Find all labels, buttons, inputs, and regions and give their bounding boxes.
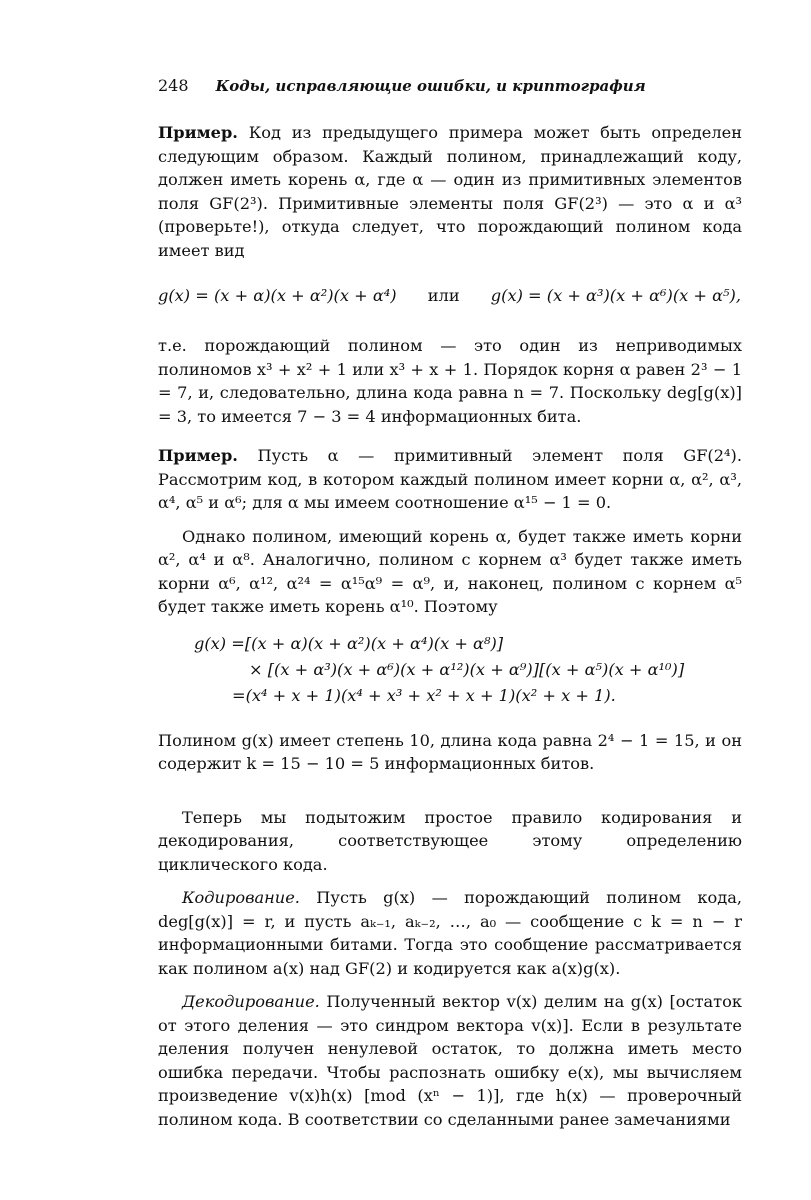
- encoding-text: Пусть g(x) — порождающий полином кода, deg[g(x)] = r, и пусть aₖ₋₁, aₖ₋₂, …, a₀ — сообщение с k = n − r информационными битами. Тогда это сообщение рассматривается как полином a(x) над GF(2) и кодируется как a(x)g(x).: [158, 888, 742, 978]
- generator-polynomial-formula: [158, 284, 742, 308]
- example-label: Пример.: [158, 123, 238, 142]
- example-label: Пример.: [158, 446, 238, 465]
- example-text: Пусть α — примитивный элемент поля GF(2⁴). Рассмотрим код, в котором каждый полином имеет корни α, α², α³, α⁴, α⁵ и α⁶; для α мы имеем соотношение α¹⁵ − 1 = 0.: [158, 446, 742, 512]
- running-title: Коды, исправляющие ошибки, и криптография: [215, 77, 646, 95]
- equation-line-2: × [(x + α³)(x + α⁶)(x + α¹²)(x + α⁹)][(x + α⁵)(x + α¹⁰)]: [249, 659, 685, 679]
- multiline-equation: [194, 631, 742, 709]
- paragraph-4: Однако полином, имеющий корень α, будет также иметь корни α², α⁴ и α⁸. Аналогично, полином с корнем α³ будет также иметь корни α⁶, α¹², α²⁴ = α¹⁵α⁹ = α⁹, и, наконец, полином с корнем α⁵ будет также иметь корень α¹⁰. Поэтому: [158, 526, 742, 616]
- formula-left: g(x) = (x + α)(x + α²)(x + α⁴): [158, 286, 397, 305]
- equation-line-3: =(x⁴ + x + 1)(x⁴ + x³ + x² + x + 1)(x² + x + 1).: [232, 685, 616, 705]
- encoding-paragraph: [158, 886, 742, 980]
- decoding-text: Полученный вектор v(x) делим на g(x) [остаток от этого деления — это синдром вектора v(x)]. Если в результате деления получен ненулевой остаток, то должна иметь место ошибка передачи. Чтобы распознать ошибку e(x), мы вычисляем произведение v(x)h(x) [mod (xⁿ − 1)], где h(x) — проверочный полином кода. В соответствии со сделанными ранее замечаниями: [158, 992, 742, 1129]
- running-header: [158, 76, 742, 95]
- formula-conjunction: или: [427, 286, 460, 305]
- page: [158, 76, 742, 1141]
- page-number: 248: [158, 76, 189, 95]
- decoding-paragraph: [158, 990, 742, 1131]
- example-paragraph-1: [158, 121, 742, 262]
- paragraph-2: т.е. порождающий полином — это один из неприводимых полиномов x³ + x² + 1 или x³ + x + 1. Порядок корня α равен 2³ − 1 = 7, и, следовательно, длина кода равна n = 7. Поскольку deg[g(x)] = 3, то имеется 7 − 3 = 4 информационных бита.: [158, 336, 742, 426]
- paragraph-5: Полином g(x) имеет степень 10, длина кода равна 2⁴ − 1 = 15, и он содержит k = 15 − 10 = 5 информационных битов.: [158, 730, 742, 773]
- example-paragraph-2: [158, 444, 742, 515]
- formula-right: g(x) = (x + α³)(x + α⁶)(x + α⁵),: [490, 286, 742, 305]
- equation-line-1: g(x) =[(x + α)(x + α²)(x + α⁴)(x + α⁸)]: [194, 633, 504, 653]
- example-text: Код из предыдущего примера может быть определен следующим образом. Каждый полином, принадлежащий коду, должен иметь корень α, где α — один из примитивных элементов поля GF(2³). Примитивные элементы поля GF(2³) — это α и α³ (проверьте!), откуда следует, что порождающий полином кода имеет вид: [158, 123, 742, 260]
- paragraph-6: Теперь мы подытожим простое правило кодирования и декодирования, соответствующее этому определению циклического кода.: [158, 807, 742, 874]
- decoding-label: Декодирование.: [182, 992, 320, 1011]
- encoding-label: Кодирование.: [182, 888, 300, 907]
